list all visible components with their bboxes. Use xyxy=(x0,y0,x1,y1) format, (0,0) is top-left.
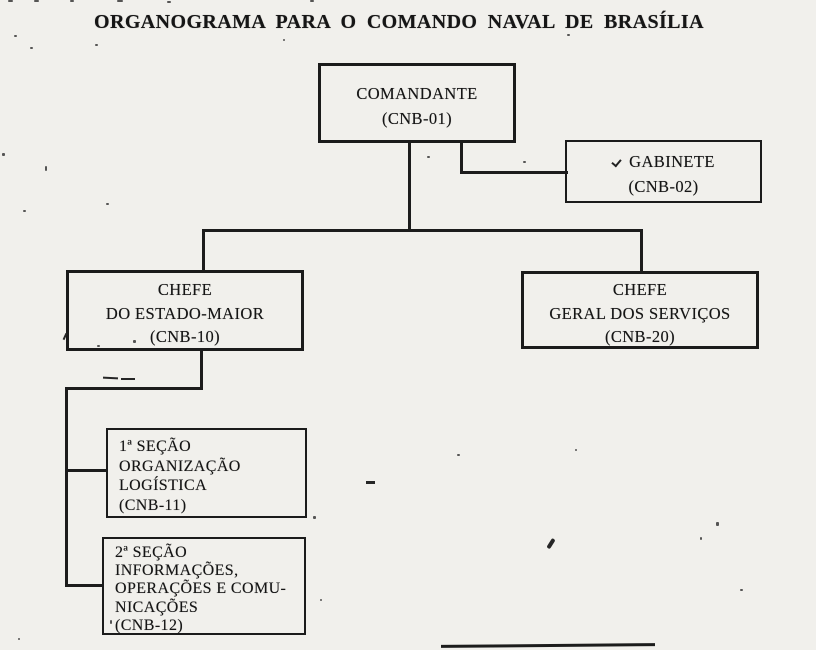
node-label: NICAÇÕES xyxy=(115,598,199,616)
node-code: (CNB-02) xyxy=(628,177,699,196)
node-label: 1ª SEÇÃO xyxy=(119,438,192,455)
noise-speck xyxy=(106,203,109,205)
noise-speck xyxy=(117,0,123,2)
noise-speck xyxy=(70,0,74,2)
connector-stub-secao-2 xyxy=(65,584,104,587)
smudge-dash-artifact xyxy=(103,377,118,380)
noise-speck xyxy=(167,1,171,3)
noise-speck xyxy=(8,0,13,2)
noise-speck xyxy=(45,166,47,171)
noise-speck xyxy=(313,516,316,519)
noise-speck xyxy=(740,589,743,591)
node-code: (CNB-12) xyxy=(115,616,184,634)
node-label: GABINETE xyxy=(629,152,715,171)
connector-comandante-drop xyxy=(408,143,411,231)
noise-speck xyxy=(320,599,322,601)
connector-right-drop xyxy=(640,229,643,273)
node-chefe-geral-servicos xyxy=(521,271,759,349)
node-secao-1 xyxy=(106,428,307,518)
connector-gabinete-drop xyxy=(460,143,463,174)
smudge-dash-artifact xyxy=(366,481,375,484)
node-label: 2ª SEÇÃO xyxy=(115,544,188,561)
node-secao-2 xyxy=(102,537,306,635)
connector-stub-secao-1 xyxy=(65,469,106,472)
noise-speck xyxy=(567,34,570,36)
connector-rail-vertical xyxy=(65,387,68,586)
node-code: (CNB-20) xyxy=(604,327,676,346)
connector-estado-maior-drop xyxy=(200,351,203,389)
connector-elbow-horizontal xyxy=(66,387,203,390)
node-chefe-estado-maior xyxy=(66,270,304,351)
connector-gabinete-horizontal xyxy=(460,171,568,174)
noise-speck xyxy=(14,35,17,37)
noise-speck xyxy=(457,454,460,456)
page-title: ORGANOGRAMA PARA O COMANDO NAVAL DE BRASÍLIA xyxy=(94,11,704,33)
node-label: GERAL DOS SERVIÇOS xyxy=(549,303,731,323)
noise-speck xyxy=(427,156,430,158)
noise-speck xyxy=(283,39,285,41)
node-code: (CNB-11) xyxy=(119,496,187,514)
node-label: COMANDANTE xyxy=(356,84,478,103)
node-label: DO ESTADO-MAIOR xyxy=(105,303,265,323)
noise-speck xyxy=(700,537,702,540)
noise-speck xyxy=(95,44,98,46)
noise-speck xyxy=(310,0,314,2)
node-label: CHEFE xyxy=(612,280,668,299)
node-code: (CNB-01) xyxy=(381,109,453,128)
node-label: LOGÍSTICA xyxy=(119,477,208,494)
node-comandante xyxy=(318,63,516,143)
noise-speck xyxy=(110,620,112,624)
connector-main-bar xyxy=(202,229,643,232)
node-label-row xyxy=(567,149,760,174)
noise-speck xyxy=(2,153,5,156)
noise-speck xyxy=(18,638,20,640)
noise-speck xyxy=(23,210,26,212)
noise-speck xyxy=(34,0,39,2)
connector-left-drop xyxy=(202,229,205,271)
node-gabinete xyxy=(565,140,762,203)
node-label: INFORMAÇÕES, xyxy=(115,562,239,580)
node-label: OPERAÇÕES E COMU- xyxy=(115,580,287,598)
node-code: (CNB-10) xyxy=(149,327,221,346)
check-mark-icon xyxy=(611,157,621,168)
node-label: ORGANIZAÇÃO xyxy=(119,457,241,475)
bottom-rule-line xyxy=(441,643,655,647)
comma-mark-artifact xyxy=(546,538,555,549)
node-label: CHEFE xyxy=(157,280,213,299)
noise-speck xyxy=(133,340,136,343)
noise-speck xyxy=(30,47,33,49)
smudge-dash-artifact xyxy=(121,378,135,380)
noise-speck xyxy=(97,345,100,347)
noise-speck xyxy=(523,161,526,163)
noise-speck xyxy=(716,522,719,526)
noise-speck xyxy=(575,449,577,451)
